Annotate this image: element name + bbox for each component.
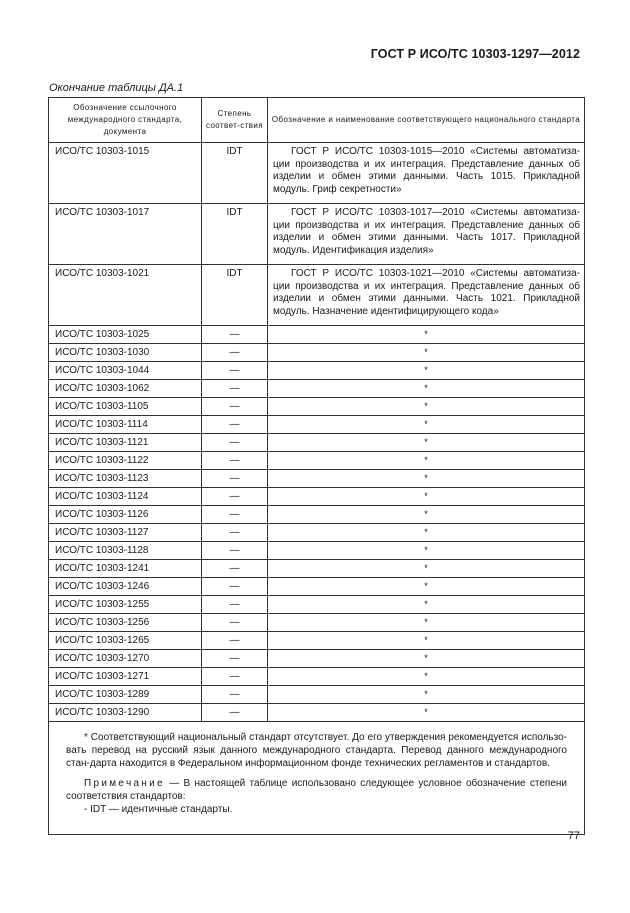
table-row [49,204,585,265]
table-row [49,143,585,204]
table-row [49,524,585,542]
ref-cell: ИСО/ТС 10303-1123 [49,470,202,488]
table-row [49,265,585,326]
column-header-degree: Степень соответ-ствия [202,98,268,143]
national-standard-cell: ГОСТ Р ИСО/ТС 10303-1017—2010 «Системы автоматиза-ции производства и их интеграция. Представление данных об изделии и обмен этими данными. Часть 1017. Прикладной модуль. Идентификация изделия» [268,204,585,265]
degree-cell: — [202,488,268,506]
table-body [49,143,585,722]
national-standard-cell: * [268,650,585,668]
table-header-row [49,98,585,143]
ref-cell: ИСО/ТС 10303-1256 [49,614,202,632]
national-standard-cell: * [268,524,585,542]
table-row [49,470,585,488]
degree-cell: — [202,668,268,686]
note-label: Примечание [84,778,165,790]
degree-cell: — [202,704,268,722]
table-row [49,686,585,704]
table-row [49,434,585,452]
table-caption: Окончание таблицы ДА.1 [49,82,184,94]
ref-cell: ИСО/ТС 10303-1290 [49,704,202,722]
ref-cell: ИСО/ТС 10303-1030 [49,344,202,362]
national-standard-cell: * [268,596,585,614]
ref-cell: ИСО/ТС 10303-1270 [49,650,202,668]
note-paragraph [66,778,567,804]
ref-cell: ИСО/ТС 10303-1126 [49,506,202,524]
ref-cell: ИСО/ТС 10303-1124 [49,488,202,506]
national-standard-cell: * [268,434,585,452]
table-row [49,416,585,434]
ref-cell: ИСО/ТС 10303-1128 [49,542,202,560]
note-list-item: - IDT — идентичные стандарты. [84,803,233,815]
national-standard-cell: * [268,578,585,596]
table-row [49,578,585,596]
ref-cell: ИСО/ТС 10303-1241 [49,560,202,578]
degree-cell: — [202,434,268,452]
correspondence-table [48,97,585,835]
ref-cell: ИСО/ТС 10303-1127 [49,524,202,542]
table-row [49,596,585,614]
ref-cell: ИСО/ТС 10303-1062 [49,380,202,398]
national-standard-cell: * [268,668,585,686]
table-row [49,362,585,380]
national-standard-cell: * [268,380,585,398]
national-standard-cell: * [268,452,585,470]
national-standard-cell: * [268,704,585,722]
national-standard-cell: * [268,560,585,578]
table-row [49,668,585,686]
degree-cell: — [202,344,268,362]
table-row [49,704,585,722]
national-standard-cell: * [268,398,585,416]
ref-cell: ИСО/ТС 10303-1255 [49,596,202,614]
ref-cell: ИСО/ТС 10303-1122 [49,452,202,470]
degree-cell: IDT [202,143,268,204]
degree-cell: — [202,326,268,344]
note-body: — В настоящей таблице использовано следующее условное обозначение степени соответствия стандартов: [66,778,567,803]
table-row [49,380,585,398]
ref-cell: ИСО/ТС 10303-1015 [49,143,202,204]
notes-section [49,722,585,835]
table-row [49,614,585,632]
ref-cell: ИСО/ТС 10303-1021 [49,265,202,326]
column-header-ref: Обозначение ссылочного международного стандарта, документа [49,98,202,143]
document-header-title: ГОСТ Р ИСО/ТС 10303-1297—2012 [370,47,580,61]
degree-cell: — [202,614,268,632]
degree-cell: — [202,578,268,596]
national-standard-cell: * [268,488,585,506]
table-row [49,326,585,344]
table-row [49,488,585,506]
ref-cell: ИСО/ТС 10303-1025 [49,326,202,344]
degree-cell: — [202,398,268,416]
table-row [49,650,585,668]
national-standard-cell: * [268,470,585,488]
national-standard-cell: * [268,686,585,704]
table-row [49,560,585,578]
national-standard-cell: * [268,632,585,650]
national-standard-cell: * [268,344,585,362]
ref-cell: ИСО/ТС 10303-1105 [49,398,202,416]
ref-cell: ИСО/ТС 10303-1271 [49,668,202,686]
national-standard-cell: * [268,362,585,380]
ref-cell: ИСО/ТС 10303-1044 [49,362,202,380]
national-standard-cell: * [268,326,585,344]
table-row [49,506,585,524]
ref-cell: ИСО/ТС 10303-1017 [49,204,202,265]
degree-cell: — [202,650,268,668]
column-header-national: Обозначение и наименование соответствующего национального стандарта [268,98,585,143]
notes-row [49,722,585,835]
national-standard-cell: * [268,542,585,560]
table-row [49,632,585,650]
ref-cell: ИСО/ТС 10303-1121 [49,434,202,452]
degree-cell: — [202,524,268,542]
table-row [49,542,585,560]
degree-cell: — [202,686,268,704]
table-row [49,452,585,470]
national-standard-cell: * [268,416,585,434]
table-row [49,398,585,416]
national-standard-cell: ГОСТ Р ИСО/ТС 10303-1015—2010 «Системы автоматиза-ции производства и их интеграция. Представление данных об изделии и обмен этими данными. Часть 1015. Прикладной модуль. Гриф секретности» [268,143,585,204]
ref-cell: ИСО/ТС 10303-1265 [49,632,202,650]
degree-cell: — [202,380,268,398]
ref-cell: ИСО/ТС 10303-1246 [49,578,202,596]
degree-cell: — [202,632,268,650]
degree-cell: — [202,416,268,434]
national-standard-cell: * [268,614,585,632]
degree-cell: — [202,452,268,470]
degree-cell: — [202,362,268,380]
national-standard-cell: ГОСТ Р ИСО/ТС 10303-1021—2010 «Системы автоматиза-ции производства и их интеграция. Представление данных об изделии и обмен этими данными. Часть 1021. Прикладной модуль. Назначение идентифицирующего кода» [268,265,585,326]
degree-cell: — [202,506,268,524]
degree-cell: IDT [202,204,268,265]
degree-cell: — [202,596,268,614]
degree-cell: — [202,560,268,578]
degree-cell: — [202,542,268,560]
table-row [49,344,585,362]
ref-cell: ИСО/ТС 10303-1114 [49,416,202,434]
degree-cell: — [202,470,268,488]
national-standard-cell: * [268,506,585,524]
footnote-text: * Соответствующий национальный стандарт отсутствует. До его утверждения рекомендуется использо-вать перевод на русский язык данного международного стандарта. Перевод данного международного стан-дарта находится в Федеральном информационном фонде технических регламентов и стандартов. [66,732,567,769]
degree-cell: IDT [202,265,268,326]
notes-cell [49,722,585,835]
ref-cell: ИСО/ТС 10303-1289 [49,686,202,704]
page-number: 77 [567,830,580,842]
